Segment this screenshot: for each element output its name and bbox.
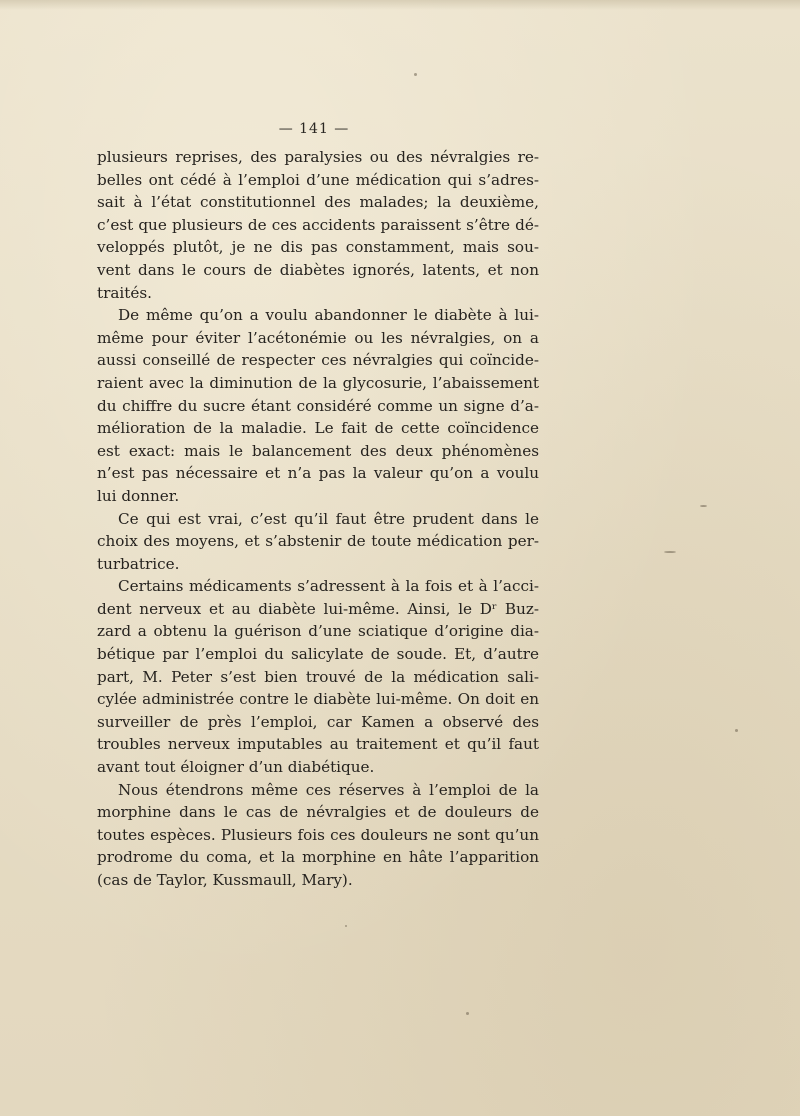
text-line: même pour éviter l’acétonémie ou les névralgies, on a [97,328,539,347]
text-line: vent dans le cours de diabètes ignorés, latents, et non [97,260,539,279]
text-line: est exact: mais le balancement des deux phénomènes [97,441,539,460]
text-line: aussi conseillé de respecter ces névralgies qui coïncide- [97,351,539,370]
text-line: raient avec la diminution de la glycosurie, l’abaissement [97,373,539,392]
text-line: choix des moyens, et s’abstenir de toute médication per- [97,532,539,551]
text-line: zard a obtenu la guérison d’une sciatique d’origine dia- [97,622,539,641]
text-line: traités. [97,283,152,302]
text-line: part, M. Peter s’est bien trouvé de la médication sali- [97,667,539,686]
text-line: n’est pas nécessaire et n’a pas la valeur qu’on a voulu [97,464,539,483]
paper-speck [700,505,707,507]
text-line: avant tout éloigner d’un diabétique. [97,758,375,777]
text-line: veloppés plutôt, je ne dis pas constamment, mais sou- [97,238,539,257]
paper-speck [735,729,738,732]
text-line: prodrome du coma, et la morphine en hâte l’apparition [97,848,539,867]
paper-speck [466,1012,469,1015]
text-line: morphine dans le cas de névralgies et de douleurs de [97,803,539,822]
text-line: toutes espèces. Plusieurs fois ces douleurs ne sont qu’un [97,825,539,844]
text-line: du chiffre du sucre étant considéré comme un signe d’a- [97,396,539,415]
text-line: Ce qui est vrai, c’est qu’il faut être prudent dans le [118,509,539,528]
body-text [97,146,539,892]
text-line: Certains médicaments s’adressent à la fois et à l’acci- [118,577,539,596]
page-edge-shadow [0,0,800,10]
text-line: bétique par l’emploi du salicylate de soude. Et, d’autre [97,645,539,664]
page-number: — 141 — [278,121,350,137]
text-line: c’est que plusieurs de ces accidents paraissent s’être dé- [97,215,539,234]
text-line: mélioration de la maladie. Le fait de cette coïncidence [97,419,539,438]
text-line: belles ont cédé à l’emploi d’une médication qui s’adres- [97,170,539,189]
text-line: Nous étendrons même ces réserves à l’emploi de la [118,780,539,799]
text-line: lui donner. [97,486,180,505]
text-line: dent nerveux et au diabète lui-même. Ainsi, le Dʳ Buz- [97,599,539,618]
text-line: troubles nerveux imputables au traitement et qu’il faut [97,735,539,754]
text-line: turbatrice. [97,554,180,573]
paper-speck [664,551,676,553]
text-line: sait à l’état constitutionnel des malades; la deuxième, [97,193,539,212]
text-line: surveiller de près l’emploi, car Kamen a observé des [97,712,539,731]
text-line: cylée administrée contre le diabète lui-même. On doit en [97,690,539,709]
paper-speck [414,73,417,76]
text-line: (cas de Taylor, Kussmaull, Mary). [97,871,353,889]
paper-speck [345,925,347,927]
text-line: plusieurs reprises, des paralysies ou des névralgies re- [97,148,539,166]
text-line: De même qu’on a voulu abandonner le diabète à lui- [118,306,539,325]
